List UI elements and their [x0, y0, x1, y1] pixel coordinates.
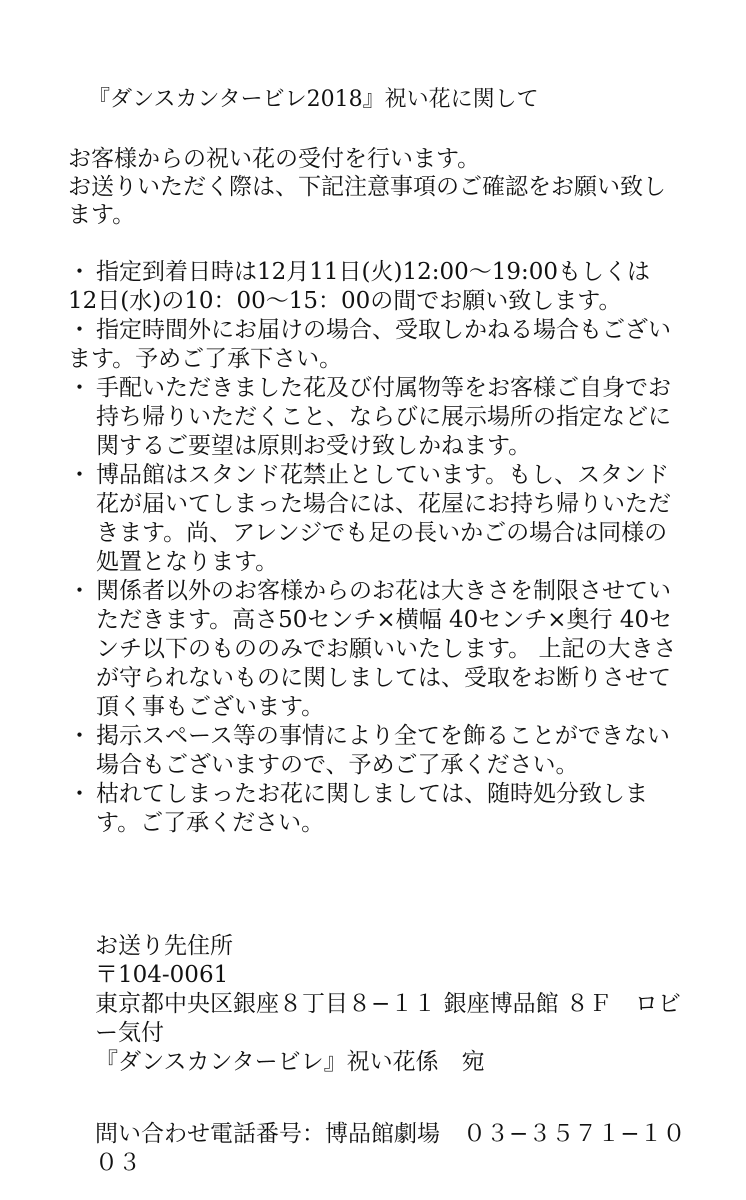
note-item	[68, 780, 678, 838]
shipping-address	[95, 932, 695, 1077]
recipient-line: 『ダンスカンタービレ』祝い花係 宛	[95, 1049, 485, 1075]
note-text: 指定時間外にお届けの場合、受取しかねる場合もございます。予めご了承下さい。	[68, 317, 671, 372]
note-item	[68, 258, 678, 316]
note-item	[68, 461, 678, 577]
intro-line-2: お送りいただく際は、下記注意事項のご確認をお願い致します。	[68, 174, 666, 228]
document-title: 『ダンスカンタービレ2018』祝い花に関して	[88, 87, 539, 112]
intro-paragraph	[68, 145, 668, 229]
note-item	[68, 374, 678, 461]
note-text: 博品館はスタンド花禁止としています。もし、スタンド花が届いてしまった場合には、花屋にお持ち帰りいただきます。尚、アレンジでも足の長いかごの場合は同様の処置となります。	[96, 462, 671, 575]
bullet-mark: ・	[68, 723, 91, 749]
note-text: 手配いただきました花及び付属物等をお客様ご自身でお持ち帰りいただくこと、ならびに展示場所の指定などに関するご要望は原則お受け致しかねます。	[96, 375, 671, 459]
note-text: 掲示スペース等の事情により全てを飾ることができない場合もございますので、予めご了承ください。	[96, 723, 670, 778]
contact-phone: 問い合わせ電話番号：博品館劇場 ０３−３５７１−１００３	[95, 1121, 686, 1176]
postal-code: 〒104-0061	[95, 962, 229, 988]
bullet-mark: ・	[68, 317, 91, 343]
note-item	[68, 316, 678, 374]
street-address: 東京都中央区銀座８丁目８−１１ 銀座博品館 ８Ｆ ロビー気付	[95, 991, 681, 1046]
note-text: 指定到着日時は12月11日(火)12:00〜19:00もしくは12日(水)の10：00〜15：00の間でお願い致します。	[68, 259, 651, 314]
address-heading: お送り先住所	[95, 933, 233, 959]
contact-info	[95, 1120, 695, 1178]
bullet-mark: ・	[68, 781, 91, 807]
note-text: 枯れてしまったお花に関しましては、随時処分致します。ご了承ください。	[96, 781, 648, 836]
bullet-mark: ・	[68, 462, 91, 488]
bullet-mark: ・	[68, 578, 91, 604]
notes-list	[68, 258, 678, 838]
note-item	[68, 577, 678, 722]
note-text: 関係者以外のお客様からのお花は大きさを制限させていただきます。高さ50センチ×横幅 40センチ×奥行 40センチ以下のもののみでお願いいたします。 上記の大きさが守られないものに関しましては、受取をお断りさせて頂く事もございます。	[96, 578, 677, 720]
note-item	[68, 722, 678, 780]
intro-line-1: お客様からの祝い花の受付を行います。	[68, 146, 481, 172]
bullet-mark: ・	[68, 259, 91, 285]
bullet-mark: ・	[68, 375, 91, 401]
